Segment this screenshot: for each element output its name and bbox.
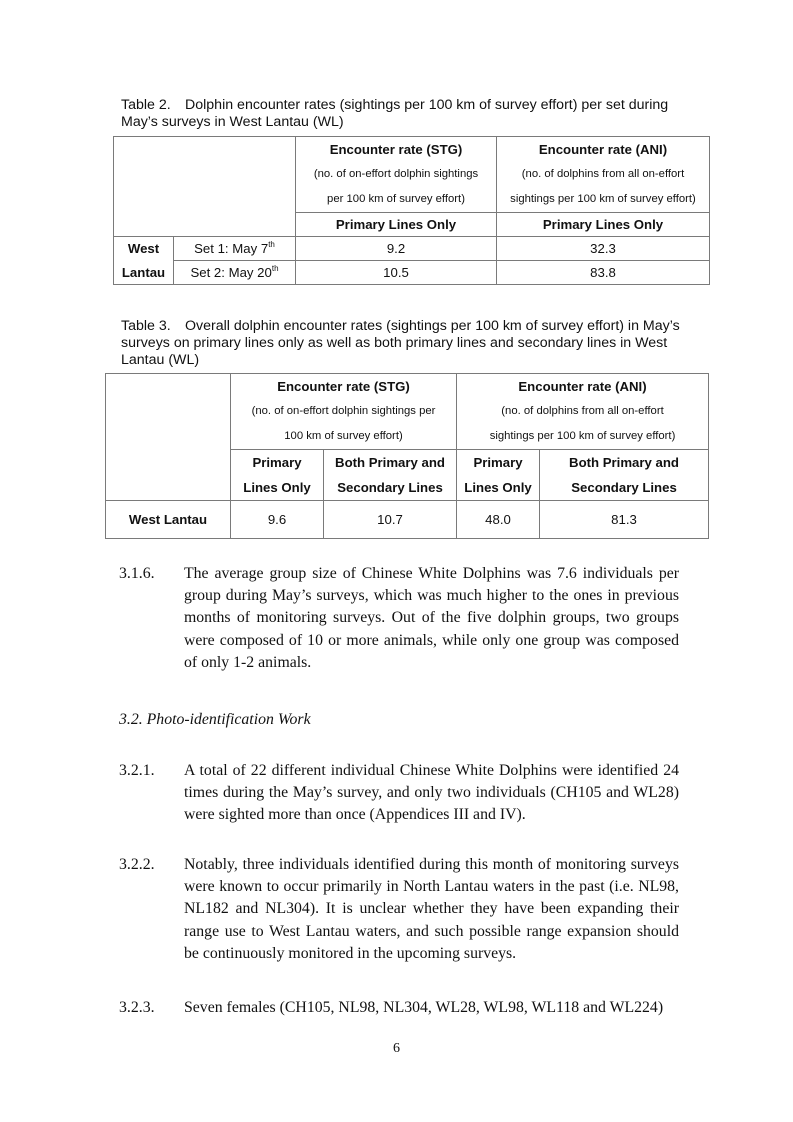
table-2-set-2-sup: th <box>271 264 279 273</box>
table-3 <box>105 373 709 539</box>
table-2-set-1-ani: 32.3 <box>497 237 710 261</box>
paragraph-3-2-2 <box>119 854 679 965</box>
table-2-set-2-ani: 83.8 <box>497 261 710 285</box>
table-3-stg-header: Encounter rate (STG) <box>277 379 410 394</box>
table-2-ani-primary-only: Primary Lines Only <box>497 213 710 237</box>
table-2-ani-header-cell <box>497 137 710 213</box>
table-3-value-stg-primary: 9.6 <box>231 501 324 539</box>
table-3-stg-both-col <box>324 450 457 501</box>
table-2-set-1-stg: 9.2 <box>296 237 497 261</box>
paragraph-3-2-1-text: A total of 22 different individual Chinese White Dolphins were identified 24 times during the May’s survey, and only two individuals (CH105 and WL28) were sighted more than once (Appendices III and IV). <box>184 762 679 824</box>
table-3-value-ani-primary: 48.0 <box>457 501 540 539</box>
paragraph-3-2-3 <box>119 997 679 1019</box>
table-2-ani-sub2: sightings per 100 km of survey effort) <box>510 193 696 205</box>
table-3-stg-header-cell <box>231 374 457 450</box>
paragraph-3-2-3-text: Seven females (CH105, NL98, NL304, WL28, WL98, WL118 and WL224) <box>184 999 664 1016</box>
table-3-value-stg-both: 10.7 <box>324 501 457 539</box>
table-3-ani-header: Encounter rate (ANI) <box>518 379 647 394</box>
paragraph-3-1-6 <box>119 563 679 674</box>
paragraph-3-2-1 <box>119 760 679 827</box>
paragraph-3-2-3-number: 3.2.3. <box>119 999 155 1016</box>
table-3-ani-both-line1: Both Primary and <box>569 455 679 470</box>
table-3-ani-sub1: (no. of dolphins from all on-effort <box>501 405 664 417</box>
table-3-value-ani-both: 81.3 <box>540 501 709 539</box>
paragraph-3-2-2-text: Notably, three individuals identified during this month of monitoring surveys were known to occur primarily in North Lantau waters in the past (i.e. NL98, NL182 and NL304). It is unclear whether they have been expanding their range use to West Lantau waters, and such possible range expansion should be continuously monitored in the upcoming surveys. <box>184 856 679 962</box>
table-3-caption-text: Overall dolphin encounter rates (sightings per 100 km of survey effort) in May’s surveys on primary lines only as well as both primary lines and secondary lines in West Lantau (WL) <box>121 318 680 368</box>
table-3-stg-both-line2: Secondary Lines <box>337 480 443 495</box>
paragraph-3-2-1-number: 3.2.1. <box>119 762 155 779</box>
table-3-stg-sub2: 100 km of survey effort) <box>284 430 403 442</box>
table-3-stg-primary-line2: Lines Only <box>243 480 311 495</box>
table-2-ani-sub1: (no. of dolphins from all on-effort <box>521 168 685 180</box>
table-2-set-1-sup: th <box>268 240 275 249</box>
table-3-label: Table 3. <box>121 318 171 334</box>
table-2-stg-sub2: per 100 km of survey effort) <box>327 193 465 205</box>
table-2-caption-text: Dolphin encounter rates (sightings per 100 km of survey effort) per set during May’s surveys in West Lantau (WL) <box>121 97 669 130</box>
table-3-stg-sub1: (no. of on-effort dolphin sightings per <box>251 405 436 417</box>
table-3-row-label: West Lantau <box>106 501 231 539</box>
paragraph-3-1-6-number: 3.1.6. <box>119 565 155 582</box>
table-2-area-line1: West <box>114 237 174 261</box>
table-3-ani-sub2: sightings per 100 km of survey effort) <box>489 430 676 442</box>
table-3-ani-primary-line2: Lines Only <box>464 480 532 495</box>
table-3-ani-both-col <box>540 450 709 501</box>
table-3-stg-both-line1: Both Primary and <box>335 455 445 470</box>
table-2-stg-primary-only: Primary Lines Only <box>296 213 497 237</box>
table-2-set-2: Set 2: May 20 <box>190 265 272 280</box>
table-2 <box>113 136 710 285</box>
table-3-ani-both-line2: Secondary Lines <box>571 480 677 495</box>
table-2-set-1: Set 1: May 7 <box>194 241 269 256</box>
table-2-ani-header: Encounter rate (ANI) <box>538 142 668 157</box>
table-2-label: Table 2. <box>121 97 171 113</box>
table-2-set-2-stg: 10.5 <box>296 261 497 285</box>
table-3-stg-primary-line1: Primary <box>252 455 302 470</box>
table-3-ani-primary-line1: Primary <box>473 455 523 470</box>
table-3-ani-primary-col <box>457 450 540 501</box>
table-2-caption <box>121 97 701 131</box>
paragraph-3-1-6-text: The average group size of Chinese White Dolphins was 7.6 individuals per group during May’s surveys, which was much higher to the ones in previous months of monitoring surveys. Out of the five dolphin groups, two groups were composed of 10 or more animals, while only one group was composed of only 1-2 animals. <box>184 565 679 671</box>
table-3-stg-primary-col <box>231 450 324 501</box>
table-2-stg-header: Encounter rate (STG) <box>329 142 463 157</box>
page-number: 6 <box>393 1041 400 1056</box>
table-2-set-1-cell <box>174 237 296 261</box>
table-3-ani-header-cell <box>457 374 709 450</box>
table-2-area-line2: Lantau <box>114 261 174 285</box>
table-2-stg-header-cell <box>296 137 497 213</box>
table-2-set-2-cell <box>174 261 296 285</box>
section-heading-3-2: 3.2. Photo-identification Work <box>119 711 311 728</box>
table-3-corner <box>106 374 231 501</box>
table-2-corner <box>114 137 296 237</box>
paragraph-3-2-2-number: 3.2.2. <box>119 856 155 873</box>
table-3-caption <box>121 318 701 369</box>
table-2-stg-sub1: (no. of on-effort dolphin sightings <box>313 168 479 180</box>
